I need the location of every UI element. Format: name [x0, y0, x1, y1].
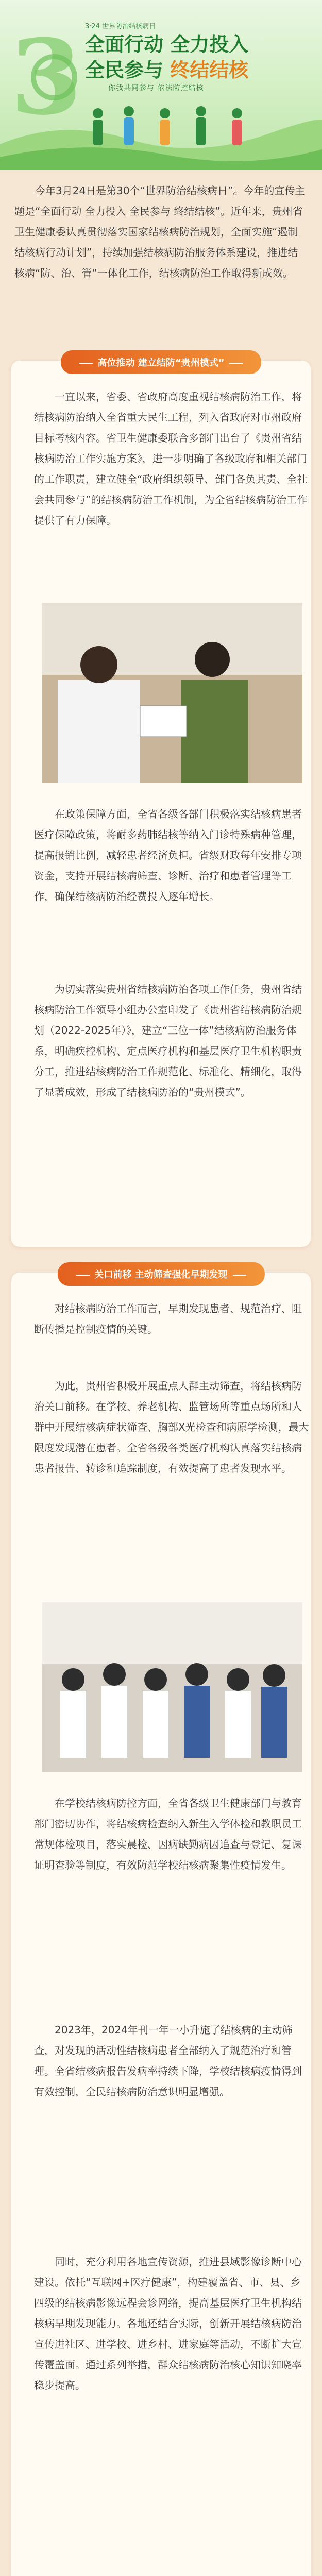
banner-slogan-line2: [85, 54, 248, 82]
section-2-para-1: 对结核病防治工作而言，早期发现患者、规范治疗、阻断传播是控制疫情的关键。: [34, 1302, 302, 1335]
section-2-para-5: 同时，充分利用各地宣传资源，推进县域影像诊断中心建设。依托“互联网+医疗健康”，构建覆盖省、市、县、乡四级的结核病影像远程会诊网络，提高基层医疗卫生机构结核病早期发现能力。各地还结合实际，创新开展结核病防治宣传进社区、进学校、进乡村、进家庭等活动，不断扩大宣传覆盖面。通过系列举措，群众结核病防治核心知识知晓率稳步提高。: [34, 2256, 302, 2392]
banner-tagline: 你我共同参与 依法防控结核: [108, 84, 204, 92]
svg-text:3: 3: [10, 17, 82, 138]
section-1-photo: [42, 603, 302, 783]
people-illustration: [77, 98, 273, 155]
section-title-2: 关口前移 主动筛查强化早期发现: [57, 1262, 264, 1286]
slogan-part-a: 全民参与: [85, 58, 171, 81]
slogan-part-b: 终结结核: [170, 58, 249, 81]
banner-slogan-line1: 全面行动 全力投入: [85, 32, 249, 56]
intro-paragraph: 今年3月24日是第30个“世界防治结核病日”。今年的宣传主题是“全面行动 全力投入 全民参与 终结结核”。近年来，贵州省卫生健康委认真贯彻落实国家结核病防治规划，全面实施“遏制结核病行动计划”，持续加强结核病防治服务体系建设，推进结核病“防、治、管”一体化工作，结核病防治工作取得新成效。: [14, 184, 306, 279]
section-card-2: [11, 1269, 311, 2576]
section-2-para-3: 在学校结核病防控方面，全省各级卫生健康部门与教育部门密切协作，将结核病检查纳入新生入学体检和教职员工常规体检项目，落实晨检、因病缺勤病因追查与登记、复课证明查验等制度，有效防范学校结核病聚集性疫情发生。: [34, 1797, 302, 1871]
section-2-para-2: 为此，贵州省积极开展重点人群主动筛查，将结核病防治关口前移。在学校、养老机构、监管场所等重点场所和人群中开展结核病症状筛查、胸部X光检查和病原学检测，最大限度发现潜在患者。全省各级各类医疗机构认真落实结核病患者报告、转诊和追踪制度，有效提高了患者发现水平。: [34, 1380, 309, 1475]
section-2-para-4: 2023年，2024年刊一年一小升施了结核病的主动筛查，对发现的活动性结核病患者全部纳入了规范治疗和管理。全省结核病报告发病率持续下降，学校结核病疫情得到有效控制，全民结核病防治意识明显增强。: [34, 2024, 302, 2098]
section-1-para-1: 一直以来，省委、省政府高度重视结核病防治工作，将结核病防治纳入全省重大民生工程，列入省政府对市州政府目标考核内容。省卫生健康委联合多部门出台了《贵州省结核病防治工作实施方案》，进一步明确了各级政府和相关部门的工作职责，建立健全“政府组织领导、部门各负其责、全社会共同参与”的结核病防治工作机制，为全省结核病防治工作提供了有力保障。: [34, 391, 308, 527]
section-2-photo: [42, 1602, 302, 1772]
section-1-para-2: 在政策保障方面，全省各级各部门积极落实结核病患者医疗保障政策，将耐多药肺结核等纳入门诊特殊病种管理，提高报销比例，减轻患者经济负担。省级财政每年安排专项资金，支持开展结核病筛查、诊断、治疗和患者管理等工作，确保结核病防治经费投入逐年增长。: [34, 808, 302, 903]
section-1-para-3: 为切实落实贵州省结核病防治各项工作任务，贵州省结核病防治工作领导小组办公室印发了《贵州省结核病防治规划（2022-2025年）》，建立“三位一体”结核病防治服务体系，明确疾控机构、定点医疗机构和基层医疗卫生机构职责分工，推进结核病防治工作规范化、标准化、精细化，取得了显著成效，形成了结核病防治的“贵州模式”。: [34, 983, 302, 1098]
banner-date: 3·24 世界防治结核病日: [85, 23, 156, 30]
section-title-1: 高位推动 建立结防“贵州模式”: [61, 350, 262, 374]
header-banner: [0, 0, 322, 170]
section-card-1: [11, 358, 311, 1247]
